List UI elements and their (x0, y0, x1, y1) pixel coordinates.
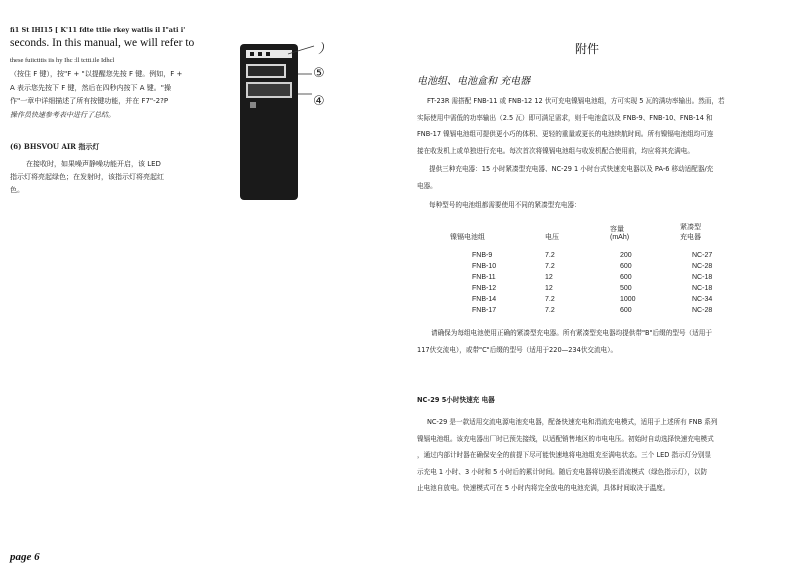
table-cell: NC-27 (692, 252, 713, 259)
table-cell: 7.2 (545, 296, 555, 303)
left-para1-line: 操作员快速参考表中进行了总结。 (10, 110, 115, 119)
table-row (450, 294, 740, 305)
callout-4-label: ④ (313, 94, 325, 109)
left-seconds-line: seconds. In this manual, we will refer to (10, 37, 195, 49)
paragraph-line: ，通过内部计时器在确保安全的前提下尽可能快速地将电池组充至满电状态。三个 LED 指示灯分别显 (417, 451, 712, 459)
left-top-line: fi1 St IHI15 [ K'11 fdte ttlie rkey watlis il I"ati i' (10, 26, 186, 34)
table-row (450, 272, 740, 283)
paragraph-line: 示充电 1 小时、3 小时和 5 小时后的累计时间。随后充电器将切换至涓流模式（绿色指示灯），以防 (417, 467, 708, 476)
paragraph-line: 请确保为每组电池使用正确的紧凑型充电器。所有紧凑型充电器均提供带"B"后缀的型号（适用于 (431, 329, 712, 337)
col-header-capacity: 容量 (mAh) (610, 225, 630, 241)
table-cell: NC-34 (692, 296, 713, 303)
left-para1 (10, 68, 182, 122)
table-cell: NC-28 (692, 307, 713, 314)
paragraph-line: 提供三种充电器：15 小时紧凑型充电器、NC-29 1 小时台式快速充电器以及 PA-6 移动适配器/充 (429, 165, 714, 173)
section-subtitle: 电池组、电池盒和 充电器 (417, 76, 531, 87)
page-number: page 6 (10, 551, 40, 563)
left-garbled-line: these fuiictitis iis hy Ihc :ll tctti.ile Idhcl (10, 57, 115, 64)
nc29-heading: NC-29 5小时快速充 电器 (417, 396, 495, 404)
table-cell: 12 (545, 285, 553, 292)
table-cell: FNB-11 (472, 274, 496, 281)
table-cell: FNB-10 (472, 263, 497, 270)
table-cell: FNB-14 (472, 296, 497, 303)
col-header-voltage: 电压 (545, 234, 559, 241)
table-cell: 1000 (620, 296, 636, 303)
table-cell: NC-18 (692, 285, 713, 292)
left-para1-line: 作"一章中详细描述了所有按键功能，并在 F7"-2?P (10, 97, 169, 105)
table-cell: FNB-9 (472, 252, 493, 259)
left-para2 (10, 158, 164, 197)
table-cell: NC-28 (692, 263, 713, 270)
intro-paragraph (417, 93, 783, 159)
battery-table (450, 222, 740, 316)
callout-5-label: ⑤ (313, 66, 325, 81)
table-cell: 7.2 (545, 307, 555, 314)
table-cell: 600 (620, 274, 632, 281)
table-header-row (450, 222, 740, 242)
col-header-battery: 镍镉电池组 (450, 234, 485, 241)
paragraph-line: 镍镉电池组。该充电器出厂时已预先接线，以适配销售地区的市电电压。初始时自动选择快速充电模式 (417, 434, 714, 443)
paragraph-line: 117伏交流电），或带"C"后缀的型号（适用于220—234伏交流电）。 (417, 345, 618, 354)
nc29-paragraph (417, 414, 783, 497)
table-cell: FNB-12 (472, 285, 497, 292)
table-row (450, 250, 740, 261)
table-row (450, 305, 740, 316)
table-cell: 200 (620, 252, 632, 259)
air-indicator-heading: (6) BHSVOU AIR 指示灯 (10, 142, 100, 151)
table-cell: NC-18 (692, 274, 713, 281)
left-para2-line: 指示灯将亮起绿色；在发射时，该指示灯将亮起红 (10, 173, 164, 181)
left-para1-line: A 表示您先按下 F 键，然后在四秒内按下 A 键。"操 (10, 83, 171, 92)
table-cell: 7.2 (545, 263, 555, 270)
left-para2-line: 在接收时，如果噪声静噪功能开启，该 LED (26, 160, 161, 168)
table-intro: 每种型号的电池组都需要使用不同的紧凑型充电器： (429, 201, 581, 209)
paragraph-line: 实际使用中需低的功率输出（2.5 瓦）即可满足需求，则千电池盒以及 FNB-9、FNB-10、FNB-14 和 (417, 113, 713, 122)
paragraph-line: NC-29 是一款适用交流电源电池充电器，配备快速充电和涓流充电模式，适用于上述所有 FNB 系列 (427, 418, 718, 426)
table-cell: 600 (620, 263, 632, 270)
table-cell: FNB-17 (472, 307, 497, 314)
section-title: 附件 (575, 42, 600, 56)
charger-note-paragraph (417, 325, 783, 358)
table-row (450, 283, 740, 294)
paragraph-line: FNB-17 镍镉电池组可提供更小巧的体积、更轻的重量或更长的电池续航时间。所有镍镉电池组均可连 (417, 130, 714, 138)
table-cell: 7.2 (545, 252, 555, 259)
charger-paragraph (417, 161, 783, 194)
col-header-charger: 紧凑型 充电器 (680, 224, 701, 241)
left-para1-line: （按住 F 键），按"F + "以提醒您先按 F 键。例如，F + (10, 70, 183, 78)
left-para2-line: 色。 (10, 186, 24, 194)
paragraph-line: FT-23R 需搭配 FNB-11 或 FNB-12 12 伏可充电镍镉电池组，方可实现 5 瓦的满功率输出。然而，若 (427, 97, 725, 105)
table-row (450, 261, 740, 272)
paragraph-line: 接在收发机上或单独进行充电。每次首次将镍镉电池组与收发机配合使用前，均应将其充满电。 (417, 146, 694, 155)
table-cell: 12 (545, 274, 553, 281)
paragraph-line: 止电池自放电。快速模式可在 5 小时内将完全放电的电池充满，具体时间取决于温度。 (417, 484, 670, 492)
callout-top-label: ） (318, 42, 332, 57)
radio-illustration (228, 36, 338, 206)
table-cell: 500 (620, 285, 632, 292)
table-cell: 600 (620, 307, 632, 314)
paragraph-line: 电器。 (417, 181, 437, 190)
